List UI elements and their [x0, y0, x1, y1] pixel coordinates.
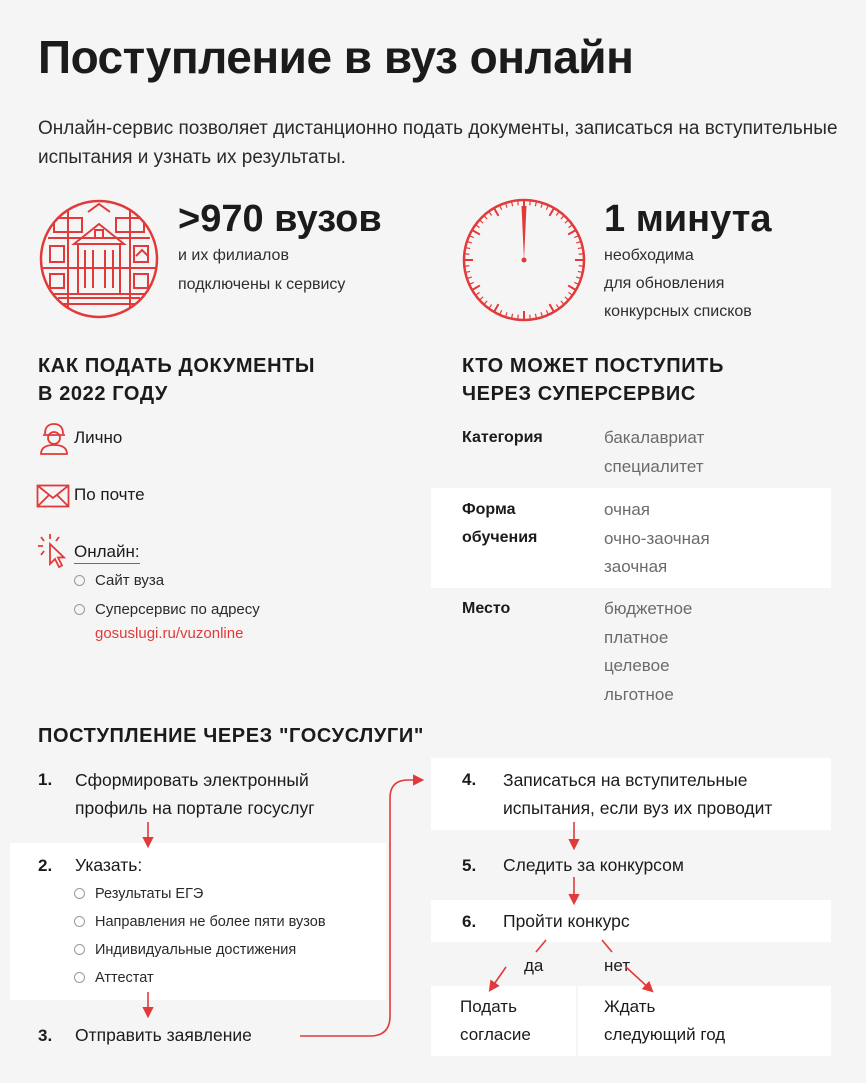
step-1-text: Сформировать электронный профиль на портале госуслуг [75, 770, 315, 818]
who-heading-line-1: КТО МОЖЕТ ПОСТУПИТЬ [462, 355, 724, 377]
step-number: 5. [462, 856, 477, 875]
method-mail: По почте [74, 485, 145, 504]
stat-universities-value: >970 вузов [178, 198, 382, 240]
step-4-text: Записаться на вступительные испытания, если вуз их проводит [503, 770, 773, 818]
step-number: 6. [462, 912, 477, 931]
place-value: целевое [604, 656, 670, 675]
category-label: Категория [462, 429, 543, 446]
step2-option-label: Индивидуальные достижения [95, 942, 297, 958]
stat-universities-line-1: и их филиалов [178, 247, 289, 264]
step-number: 3. [38, 1026, 53, 1045]
intro-text: Онлайн-сервис позволяет дистанционно подать документы, записаться на вступительные испытания и узнать их результаты. [38, 118, 838, 168]
step-6-text: Пройти конкурс [503, 911, 630, 931]
method-online: Онлайн: [74, 542, 140, 564]
step2-option-label: Направления не более пяти вузов [95, 914, 326, 930]
place-value: льготное [604, 684, 674, 704]
method-in-person: Лично [74, 428, 123, 447]
step-2-text: Указать: [75, 855, 143, 875]
step-number: 4. [462, 770, 477, 789]
place-value: бюджетное [604, 599, 693, 618]
step-number: 1. [38, 770, 53, 789]
page-title: Поступление в вуз онлайн [38, 31, 634, 83]
online-option-label: Сайт вуза [95, 572, 165, 589]
branch-no-label: нет [604, 956, 631, 975]
step-number: 2. [38, 856, 53, 875]
form-value: очно-заочная [604, 528, 710, 548]
step2-option-label: Результаты ЕГЭ [95, 886, 204, 902]
category-value: специалитет [604, 456, 704, 476]
branch-yes-label: да [524, 956, 544, 975]
form-value: очная [604, 500, 650, 519]
online-option-label: Суперсервис по адресу [95, 601, 260, 618]
how-heading-line-2: В 2022 ГОДУ [38, 383, 168, 405]
step2-option-label: Аттестат [95, 970, 154, 986]
category-value: бакалавриат [604, 428, 705, 447]
step-5-text: Следить за конкурсом [503, 855, 684, 875]
stat-minute-line-3: конкурсных списков [604, 303, 752, 320]
gosuslugi-heading: ПОСТУПЛЕНИЕ ЧЕРЕЗ "ГОСУСЛУГИ" [38, 725, 424, 747]
stat-universities-line-2: подключены к сервису [178, 276, 346, 293]
outcome-yes-text: Подать согласие [460, 997, 531, 1044]
how-heading-line-1: КАК ПОДАТЬ ДОКУМЕНТЫ [38, 355, 316, 377]
outcome-no-text: Ждать следующий год [604, 997, 726, 1044]
stat-minute-line-2: для обновления [604, 275, 725, 292]
place-value: платное [604, 627, 669, 647]
stat-minute-value: 1 минута [604, 198, 772, 240]
stat-minute-line-1: необходима [604, 247, 694, 264]
who-heading-line-2: ЧЕРЕЗ СУПЕРСЕРВИС [462, 383, 696, 405]
form-label: Форма обучения [462, 501, 538, 546]
form-value: заочная [604, 557, 668, 576]
gosuslugi-link[interactable]: gosuslugi.ru/vuzonline [95, 625, 244, 642]
place-label: Место [462, 600, 511, 617]
step-3-text: Отправить заявление [75, 1025, 252, 1045]
